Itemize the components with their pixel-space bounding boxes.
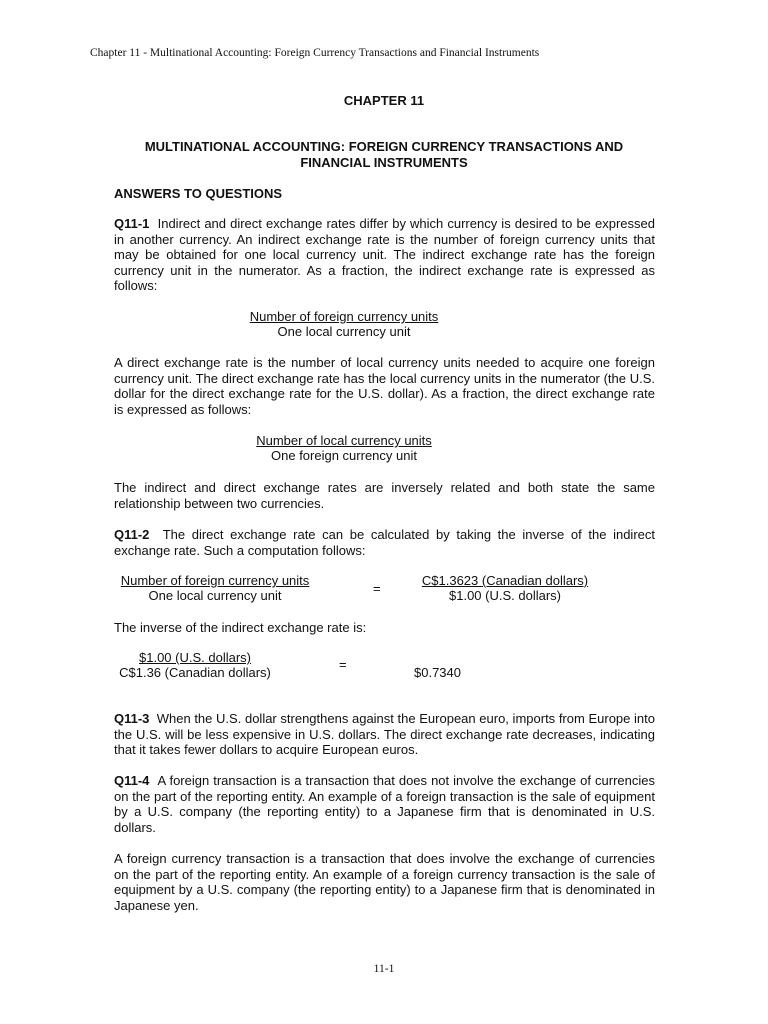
- fraction-1-numerator: Number of foreign currency units: [249, 309, 439, 324]
- q11-3-label: Q11-3: [114, 711, 150, 726]
- section-heading: ANSWERS TO QUESTIONS: [114, 186, 283, 201]
- q11-1-label: Q11-1: [114, 216, 150, 231]
- equation-1-left-fraction: [114, 573, 316, 603]
- equation-1-left-numerator: Number of foreign currency units: [120, 573, 310, 588]
- q11-3-text: When the U.S. dollar strengthens against the European euro, imports from Europe into the U.S. will be less expensive in U.S. dollars. The direct exchange rate decreases, indicating that it takes fewer dollars to acquire European euros.: [114, 711, 655, 757]
- equation-2-numerator: $1.00 (U.S. dollars): [139, 650, 251, 665]
- fraction-2-numerator: Number of local currency units: [256, 433, 432, 448]
- running-header: Chapter 11 - Multinational Accounting: Foreign Currency Transactions and Financial Instruments: [90, 47, 540, 59]
- q11-4-paragraph: [114, 773, 655, 835]
- q11-1-paragraph-2: A direct exchange rate is the number of local currency units needed to acquire one foreign currency unit. The direct exchange rate has the local currency units in the numerator (the U.S. dollar for the direct exchange rate for the U.S. dollar). As a fraction, the direct exchange rate is expressed as follows:: [114, 355, 655, 417]
- equation-2-result: $0.7340: [414, 665, 461, 680]
- fraction-2-denominator: One foreign currency unit: [271, 448, 417, 463]
- q11-2-label: Q11-2: [114, 527, 150, 542]
- chapter-label: CHAPTER 11: [343, 93, 425, 108]
- q11-3-paragraph: [114, 711, 655, 758]
- equation-2-denominator: C$1.36 (Canadian dollars): [119, 665, 271, 680]
- equation-1-right-denominator: $1.00 (U.S. dollars): [449, 588, 561, 603]
- fraction-1: [243, 309, 445, 339]
- chapter-title: [114, 139, 654, 171]
- q11-1-paragraph-3: The indirect and direct exchange rates are inversely related and both state the same relationship between two currencies.: [114, 480, 655, 511]
- equation-2-equals: =: [339, 657, 347, 672]
- q11-1-paragraph: [114, 216, 655, 294]
- equation-2-fraction: [116, 650, 274, 680]
- q11-2-text: The direct exchange rate can be calculated by taking the inverse of the indirect exchange rate. Such a computation follows:: [114, 527, 655, 558]
- equation-1-equals: =: [373, 581, 381, 596]
- q11-4-text: A foreign transaction is a transaction that does not involve the exchange of currencies on the part of the reporting entity. An example of a foreign transaction is the sale of equipment by a U.S. company (the reporting entity) to a Japanese firm that is denominated in U.S. dollars.: [114, 773, 655, 835]
- q11-4-label: Q11-4: [114, 773, 150, 788]
- q11-1-text: Indirect and direct exchange rates differ by which currency is desired to be expressed in another currency. An indirect exchange rate is the number of foreign currency units that may be obtained for one local currency unit. The indirect exchange rate has the foreign currency unit in the numerator. As a fraction, the indirect exchange rate is expressed as follows:: [114, 216, 655, 293]
- chapter-title-line-1: MULTINATIONAL ACCOUNTING: FOREIGN CURRENCY TRANSACTIONS AND: [144, 139, 624, 154]
- equation-1-right-fraction: [416, 573, 594, 603]
- fraction-2: [249, 433, 439, 463]
- page-number: 11-1: [373, 963, 395, 975]
- fraction-1-denominator: One local currency unit: [277, 324, 411, 339]
- equation-1-right-numerator: C$1.3623 (Canadian dollars): [421, 573, 589, 588]
- q11-4-paragraph-2: A foreign currency transaction is a transaction that does involve the exchange of currencies on the part of the reporting entity. An example of a foreign currency transaction is the sale of equipment by a U.S. company (the reporting entity) to a Japanese firm that is denominated in Japanese yen.: [114, 851, 655, 913]
- q11-2-paragraph: [114, 527, 655, 558]
- equation-1-left-denominator: One local currency unit: [148, 588, 282, 603]
- chapter-title-line-2: FINANCIAL INSTRUMENTS: [300, 155, 468, 170]
- inverse-intro: The inverse of the indirect exchange rate is:: [114, 620, 367, 635]
